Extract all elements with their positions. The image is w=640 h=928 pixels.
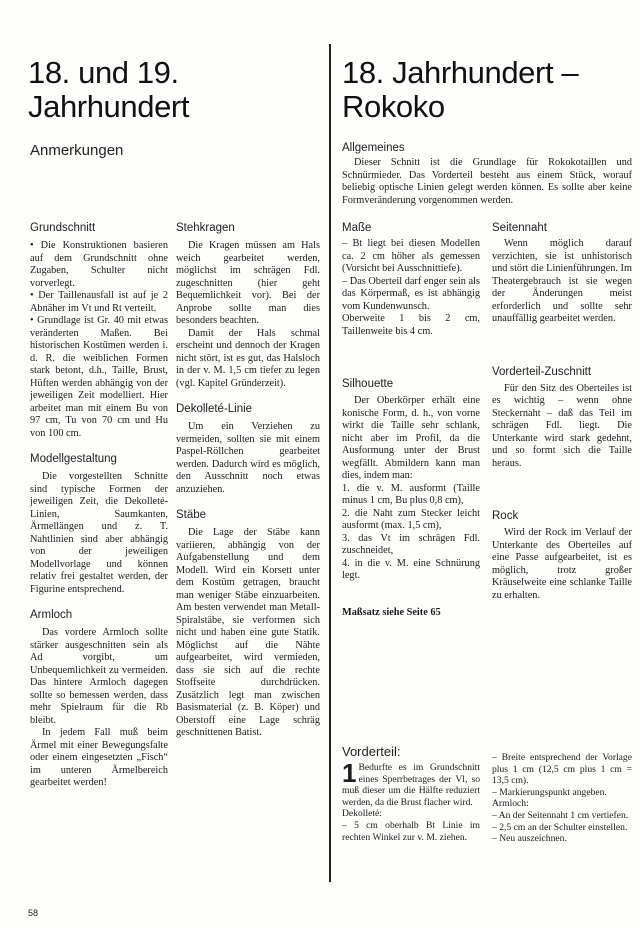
- text-armloch-1: Das vordere Armloch sollte stärker ausgeschnitten sein als Ad vorgibt, um Unbequemlichkeit zu vermeiden. Das hintere Armloch dagegen sollte so bemessen werden, dass mehr Spielraum für die Rb bleibt.: [30, 627, 168, 726]
- heading-vorderteil: Vorderteil:: [342, 744, 401, 759]
- text-dekollete-step-1: – 5 cm oberhalb Bt Linie im rechten Winkel zur v. M. ziehen.: [342, 819, 480, 843]
- text-vorderteil-step-2: – Markierungspunkt angeben.: [492, 786, 607, 798]
- left-title-line2: Jahrhundert: [28, 89, 190, 124]
- vorderteil-col-1: [342, 758, 480, 843]
- text-vorderteil-step-1: – Breite entsprechend der Vorlage plus 1 cm (12,5 cm plus 1 cm = 13,5 cm).: [492, 752, 632, 787]
- text-rock: Wird der Rock im Verlauf der Unterkante des Oberteiles auf eine Passe aufgearbeitet, ist es möglich, trotz großer Kräuselweite eine schlanke Taille zu erhalten.: [492, 527, 632, 601]
- text-masse-3: Oberweite 1 bis 2 cm, Taillenweite bis 4 cm.: [342, 313, 480, 337]
- right-col-2: [492, 222, 632, 602]
- heading-silhouette: Silhouette: [342, 378, 394, 390]
- text-dekollete: Um ein Verziehen zu vermeiden, sollten sie mit einem Paspel-Röllchen gearbeitet werden. Dadurch wird es möglich, den Ausschnitt noch etwas anzuziehen.: [176, 421, 320, 495]
- text-stehkragen-1: Die Kragen müssen am Hals weich gearbeitet werden, möglichst im schrägen Fdl. zugeschnitten (hier geht Bequemlichkeit vor). Bei der Anprobe sollte man dies besonders beachten.: [176, 240, 320, 326]
- heading-stehkragen: Stehkragen: [176, 222, 235, 234]
- heading-masse: Maße: [342, 222, 372, 234]
- text-masse-1: – Bt liegt bei diesen Modellen ca. 2 cm höher als gemessen (Vorsicht bei Ausschnittiefe).: [342, 238, 480, 274]
- text-modellgestaltung: Die vorgestellten Schnitte sind typische Formen der jeweiligen Zeit, die Dekolleté-Linien, Saumkanten, Ärmellängen und z. T. Nahtlinien sind aber abhängig von der jeweiligen Modellvorlage und können relativ frei gestaltet werden, der Figurine entsprechend.: [30, 471, 168, 595]
- massatz-reference: Maßsatz siehe Seite 65: [342, 606, 441, 618]
- text-silhouette: Der Oberkörper erhält eine konische Form, d. h., von vorne wirkt die Taille sehr schlank, nicht aber im Profil, da die Ausformung unter der Brust wegfällt. Abmildern kann man dies, indem man:: [342, 395, 480, 481]
- silhouette-item-2: 2. die Naht zum Stecker leicht ausformt (max. 1,5 cm),: [342, 507, 480, 531]
- right-allgemeines: [342, 142, 632, 207]
- text-grundschnitt-1: • Die Konstruktionen basieren auf dem Grundschnitt ohne Zugaben, Schulter nicht vorverlegt.: [30, 240, 168, 289]
- heading-rock: Rock: [492, 510, 519, 522]
- text-grundschnitt-2: • Der Taillenausfall ist auf je 2 Abnäher im Vt und Rt verteilt.: [30, 290, 168, 314]
- text-armloch-step-2: – 2,5 cm an der Schulter einstellen.: [492, 821, 628, 833]
- text-seitennaht: Wenn möglich darauf verzichten, sie ist unhistorisch und stört die Linienführungen. Im Theatergebrauch ist sie wegen der Änderungen meist erforderlich und sollte sehr unauffällig gearbeitet werden.: [492, 238, 632, 324]
- right-title-line2: Rokoko: [342, 89, 445, 124]
- right-title-line1: 18. Jahrhundert –: [342, 55, 579, 90]
- right-col-1: [342, 222, 480, 619]
- dropcap-one: 1: [342, 758, 357, 788]
- left-col-1: [30, 222, 168, 790]
- text-staebe: Die Lage der Stäbe kann variieren, abhängig von der Aufgabenstellung und dem Modell. Wird ein Korsett unter dem Kostüm getragen, braucht man weniger Stäbe einzuarbeiten. Am besten verwendet man Metall-Spiralstäbe, sie verformen sich nicht und haben eine gute Statik. Möglichst auf die Nähte aufgearbeitet, wird vermieden, dass sie sich auf die rechte Stoffseite durchdrücken. Zusätzlich legt man zwischen Basismaterial (z. B. Köper) und Oberstoff eine Lage schräg geschnittenen Batist.: [176, 527, 320, 738]
- silhouette-item-1: 1. die v. M. ausformt (Taille minus 1 cm, Bu plus 0,8 cm),: [342, 482, 480, 506]
- right-title: [342, 56, 578, 124]
- page-number: 58: [28, 908, 39, 918]
- heading-dekollete: Dekolleté-Linie: [176, 403, 253, 415]
- silhouette-item-4: 4. in die v. M. eine Schnürung legt.: [342, 557, 480, 581]
- heading-vorderteil-zuschnitt: Vorderteil-Zuschnitt: [492, 365, 592, 378]
- text-armloch-step-3: – Neu auszeichnen.: [492, 833, 567, 845]
- text-vorderteil-zuschnitt: Für den Sitz des Oberteiles ist es wichtig – wenn ohne Steckernaht – daß das Teil im schrägen Fdl. liegt. Die Unterkante wird stark gedehnt, und so formt sich die Taille heraus.: [492, 382, 632, 469]
- column-divider: [329, 44, 331, 882]
- heading-modellgestaltung: Modellgestaltung: [30, 453, 117, 465]
- text-masse-2: – Das Oberteil darf enger sein als das Körpermaß, es ist abhängig vom Kundenwunsch.: [342, 275, 480, 312]
- heading-staebe: Stäbe: [176, 509, 207, 521]
- text-stehkragen-2: Damit der Hals schmal erscheint und dennoch der Kragen nicht stört, ist es gut, das Halsloch in der v. M. 1,5 cm tiefer zu legen (vgl. Kapitel Gründerzeit).: [176, 327, 320, 389]
- heading-grundschnitt: Grundschnitt: [30, 222, 96, 234]
- silhouette-item-3: 3. das Vt im schrägen Fdl. zuschneidet,: [342, 532, 480, 556]
- left-subtitle: Anmerkungen: [30, 142, 124, 159]
- label-dekollete: Dekolleté:: [342, 808, 382, 820]
- vorderteil-col-2: [492, 752, 632, 845]
- heading-seitennaht: Seitennaht: [492, 222, 547, 234]
- left-title: [28, 56, 189, 124]
- text-allgemeines: Dieser Schnitt ist die Grundlage für Rokokotaillen und Schnürmieder. Das Vorderteil besteht aus einem Stück, worauf beliebig optische Linien gelegt werden können. Es sollte aber keine Formveränderung vorgenommen werden.: [342, 157, 632, 206]
- left-col-2: [176, 222, 320, 740]
- heading-armloch: Armloch: [30, 609, 73, 621]
- text-armloch-step-1: – An der Seitennaht 1 cm vertiefen.: [492, 809, 629, 821]
- text-vorderteil-1: 1 Bedurfte es im Grundschnitt eines Sperrbetrages der Vl, so muß dieser um die Hälfte reduziert werden, da die Brust flacher wird.: [342, 758, 480, 808]
- label-armloch: Armloch:: [492, 798, 529, 810]
- heading-allgemeines: Allgemeines: [342, 142, 405, 154]
- left-title-line1: 18. und 19.: [28, 55, 179, 90]
- text-grundschnitt-3: • Grundlage ist Gr. 40 mit etwas veränderten Maßen. Bei historischen Kostümen werden i. d. R. die weiblichen Formen stark betont, d.h., Taille, Brust, Hüften werden abhängig von der jeweiligen Zeit modelliert. Hier arbeitet man mit einem Bu von 97 cm, Tu von 70 cm und Hu von 100 cm.: [30, 315, 168, 439]
- text-armloch-2: In jedem Fall muß beim Ärmel mit einer Bewegungsfalte oder einem eingesetzten „Fisch“ im unteren Ärmelbereich gearbeitet werden!: [30, 727, 168, 788]
